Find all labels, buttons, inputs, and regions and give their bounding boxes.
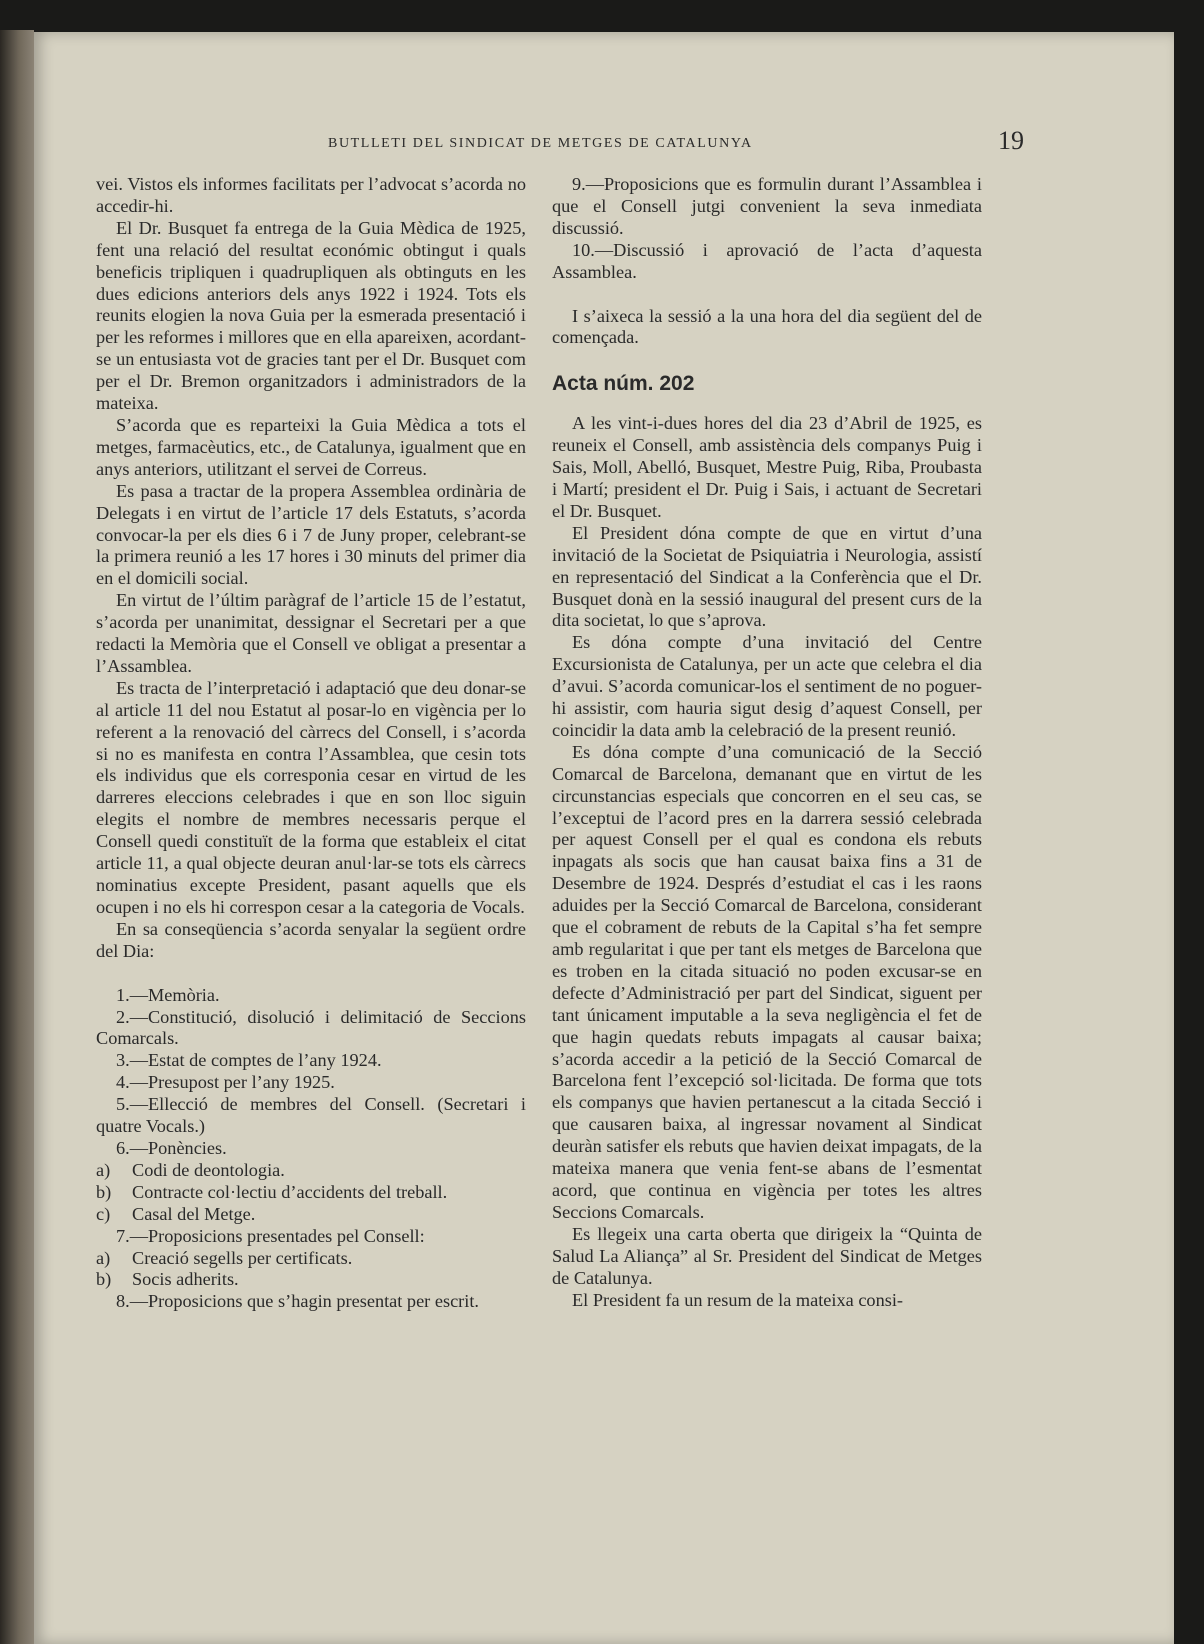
agenda-subitem: [96, 1160, 526, 1182]
paragraph: Es pasa a tractar de la propera Assemblea ordinària de Delegats i en virtut de l’article 17 dels Estatuts, s’acorda convocar-la per els dies 6 i 7 de Juny proper, celebrant-se la primera reunió a les 17 hores i 30 minuts del primer dia en el domicili social.: [96, 480, 526, 589]
subitem-text: Socis adherits.: [132, 1269, 239, 1290]
agenda-subitem: [96, 1204, 526, 1226]
document-page: [34, 32, 1174, 1644]
subitem-text: Casal del Metge.: [132, 1203, 256, 1224]
paragraph: Es dóna compte d’una comunicació de la Secció Comarcal de Barcelona, demanant que en virtut de les circunstancias especials que concorren en el seu cas, se l’exceptui de l’acord pres en la darrera sessió celebrada per aquest Consell per el qual es condona els rebuts inpagats als socis que han causat baixa fins a 31 de Desembre de 1924. Després d’estudiat el cas i les raons aduides per la Secció Comarcal de Barcelona, considerant que el cobrament de rebuts de la Capital s’ha fet sempre amb regularitat i que per tant els metges de Barcelona que es troben en la citada situació no poden excusar-se en defecte d’Administració per part del Sindicat, siguent per tant únicament imputable a la seva negligència el fet de que hagin quedats rebuts impagats al causar baixa; s’acorda accedir a la petició de la Secció Comarcal de Barcelona fent l’excepció sol·licitada. De forma que tots els companys que havien pertanescut a la citada Secció i que causaren baixa, al ingressar novament al Sindicat deuràn satisfer els rebuts que havien deixat impagats, de la mateixa manera que venia fent-se abans de l’esmentat acord, que continua en vigència per totes les altres Seccions Comarcals.: [552, 741, 982, 1222]
agenda-item: 2.—Constitució, disolució i delimitació de Seccions Comarcals.: [96, 1006, 526, 1049]
subitem-label: b): [96, 1181, 112, 1202]
paragraph: Es llegeix una carta oberta que dirigeix la “Quinta de Salud La Aliança” al Sr. President del Sindicat de Metges de Catalunya.: [552, 1223, 982, 1288]
paragraph: En sa conseqüencia s’acorda senyalar la següent ordre del Dia:: [96, 918, 526, 961]
agenda-subitem: [96, 1248, 526, 1270]
paragraph: S’acorda que es reparteixi la Guia Mèdica a tots el metges, farmacèutics, etc., de Catalunya, igualment que en anys anteriors, utilitzant el servei de Correus.: [96, 414, 526, 479]
agenda-subitem: [96, 1269, 526, 1291]
paragraph: vei. Vistos els informes facilitats per l’advocat s’acorda no accedir-hi.: [96, 174, 526, 216]
agenda-item: 10.—Discussió i aprovació de l’acta d’aquesta Assamblea.: [552, 239, 982, 282]
subitem-label: a): [96, 1159, 111, 1180]
subitem-label: c): [96, 1203, 111, 1224]
paragraph: Es tracta de l’interpretació i adaptació que deu donar-se al article 11 del nou Estatut al posar-lo en vigència per lo referent a la renovació del càrrecs del Consell, i s’acorda si no es manifesta en contra l’Assamblea, que cesin tots els individus que els corresponia cesar en virtud de les darreres eleccions celebrades i que en son lloc siguin elegits el nombre de membres necessaris perque el Consell quedi constituït de la forma que estableix el citat article 11, a qual objecte deuran anul·lar-se tots els càrrecs nominatius excepte President, pasant aquells que els ocupen i no els hi correspon cesar a la categoria de Vocals.: [96, 677, 526, 917]
paragraph: Es dóna compte d’una invitació del Centre Excursionista de Catalunya, per un acte que celebra el dia d’avui. S’acorda comunicar-los el sentiment de no poguer-hi assistir, com hauria sigut desig d’aquest Consell, per coincidir la data amb la celebració de la present reunió.: [552, 632, 982, 740]
agenda-item: 4.—Presupost per l’any 1925.: [116, 1072, 335, 1093]
agenda-item: 5.—Ellecció de membres del Consell. (Secretari i quatre Vocals.): [96, 1094, 526, 1137]
agenda-item: 8.—Proposicions que s’hagin presentat per escrit.: [116, 1291, 480, 1312]
paragraph: El President fa un resum de la mateixa consi-: [572, 1289, 903, 1310]
agenda-item: 6.—Ponències.: [116, 1137, 227, 1158]
paragraph: El Dr. Busquet fa entrega de la Guia Mèdica de 1925, fent una relació del resultat económic obtingut i quals beneficis tripliquen i quadrupliquen als obtinguts en les dues edicions anteriors dels anys 1922 i 1924. Tots els reunits elogien la nova Guia per la esmerada presentació i per les reformes i millores que en ella apareixen, acordant-se un entusiasta vot de gracies tant per el Dr. Busquet com per el Dr. Bremon organitzadors i administradors de la mateixa.: [96, 217, 526, 414]
page-number: 19: [998, 126, 1024, 155]
agenda-item: 9.—Proposicions que es formulin durant l’Assamblea i que el Consell jutgi convenient la seva inmediata discussió.: [552, 174, 982, 238]
subitem-text: Contracte col·lectiu d’accidents del treball.: [132, 1181, 448, 1202]
paragraph: El President dóna compte de que en virtut d’una invitació de la Societat de Psiquiatria i Neurologia, assistí en representació del Sindicat a la Conferència que el Dr. Busquet donà en la sessió inaugural del present curs de la dita societat, lo que s’aprova.: [552, 522, 982, 631]
right-column: [552, 174, 982, 1311]
agenda-item: 3.—Estat de comptes de l’any 1924.: [116, 1050, 382, 1071]
agenda-item: 1.—Memòria.: [116, 984, 220, 1005]
subitem-label: a): [96, 1247, 111, 1268]
left-column: [96, 174, 526, 1313]
subitem-text: Codi de deontologia.: [132, 1159, 285, 1180]
closing-paragraph: I s’aixeca la sessió a la una hora del dia següent del de començada.: [552, 305, 982, 348]
paragraph: A les vint-i-dues hores del dia 23 d’Abril de 1925, es reuneix el Consell, amb assistència dels companys Puig i Sais, Moll, Abelló, Busquet, Mestre Puig, Riba, Proubasta i Martí; president el Dr. Puig i Sais, i actuant de Secretari el Dr. Busquet.: [552, 413, 982, 521]
subitem-label: b): [96, 1269, 112, 1290]
running-head: BUTLLETI DEL SINDICAT DE METGES DE CATALUNYA: [328, 136, 753, 151]
subitem-text: Creació segells per certificats.: [132, 1247, 353, 1268]
book-binding-edge: [0, 30, 34, 1644]
agenda-item: 7.—Proposicions presentades pel Consell:: [116, 1225, 425, 1246]
agenda-subitem: [96, 1182, 526, 1204]
paragraph: En virtut de l’últim paràgraf de l’article 15 de l’estatut, s’acorda per unanimitat, dessignar el Secretari per a que redacti la Memòria que el Consell ve obligat a presentar a l’Assamblea.: [96, 590, 526, 676]
section-heading: Acta núm. 202: [552, 372, 695, 396]
